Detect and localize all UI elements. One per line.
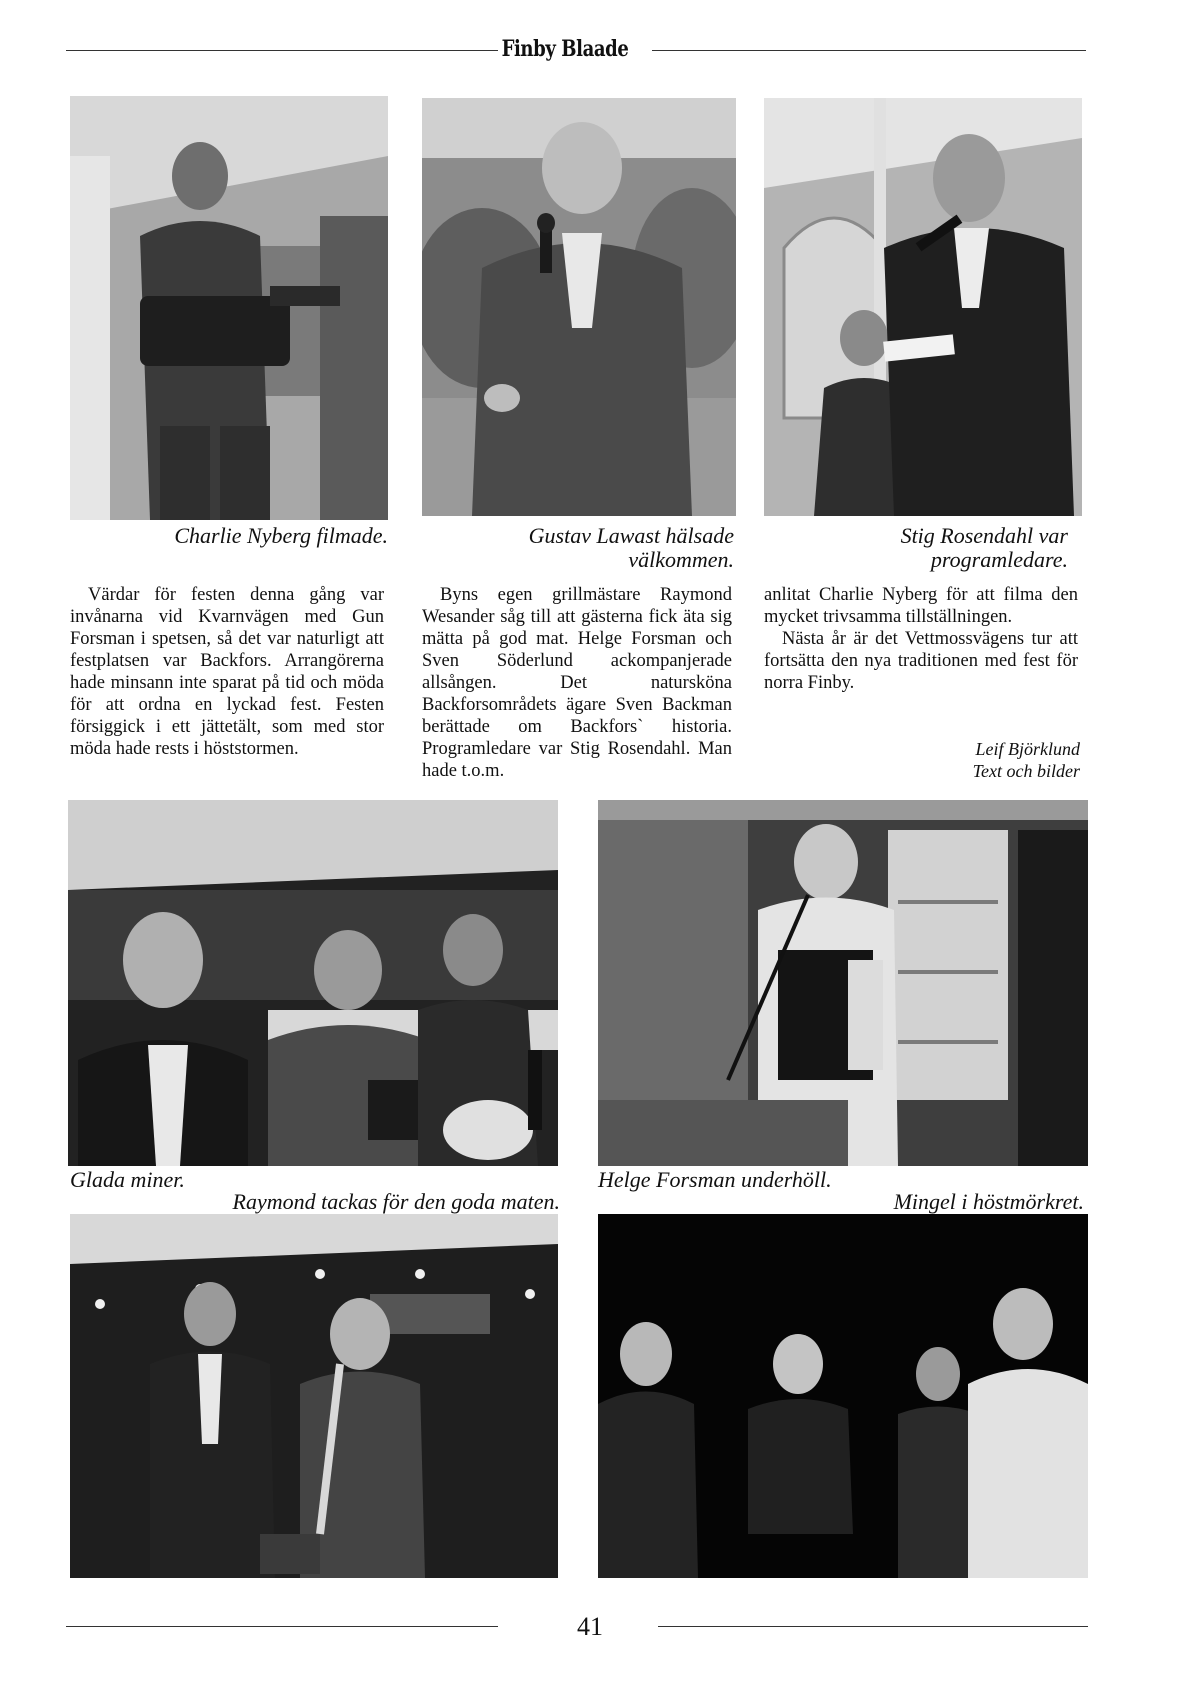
footer-rule-left [66, 1626, 498, 1627]
author-signature [880, 738, 1080, 782]
photo-helge-accordion [598, 800, 1088, 1166]
photo-stig-host [764, 98, 1082, 516]
page-number: 41 [577, 1612, 603, 1641]
article-col1-text: Värdar för festen denna gång var invånarna vid Kvarnvägen med Gun Forsman i spetsen, så det var naturligt att festplatsen var Backfors. Arrangörerna hade minsann inte sparat på tid och möda för att ordna en lyckad fest. Festen försiggick i ett jättetält, som med stor möda hade rests i höststormen. [70, 585, 384, 759]
caption-photo3: Stig Rosendahl var programledare. [900, 523, 1068, 572]
caption-photo4: Glada miner. [70, 1167, 185, 1192]
photo-glada-miner [68, 800, 558, 1166]
photo-charlie-filming [70, 96, 388, 520]
photo-gustav-welcoming [422, 98, 736, 516]
header-rule-left [66, 50, 498, 51]
article-col3-text1: anlitat Charlie Nyberg för att filma den mycket trivsamma tillställningen. [764, 585, 1078, 627]
article-column-3 [764, 584, 1078, 694]
caption-photo5: Raymond tackas för den goda maten. [232, 1189, 560, 1214]
article-col2-text: Byns egen grillmästare Raymond Wesander såg till att gästerna fick äta sig mätta på god mat. Helge Forsman och Sven Söderlund ackompanjerade allsången. Det natursköna Backforsområdets ägare Sven Backman berättade om Backfors` historia. Programledare var Stig Rosendahl. Man hade t.o.m. [422, 585, 732, 781]
photo-raymond-thanked [70, 1214, 558, 1578]
author-name: Leif Björklund [975, 739, 1080, 759]
caption-photo1: Charlie Nyberg filmade. [174, 523, 388, 548]
article-column-2 [422, 584, 732, 782]
author-credit: Text och bilder [972, 761, 1080, 781]
caption-photo6: Helge Forsman underhöll. [598, 1167, 832, 1192]
masthead-title: Finby Blaade [501, 36, 629, 62]
header-rule-right [652, 50, 1086, 51]
footer-rule-right [658, 1626, 1088, 1627]
photo-mingel-dark [598, 1214, 1088, 1578]
article-col3-text2: Nästa år är det Vettmossvägens tur att fortsätta den nya traditionen med fest för norra Finby. [764, 629, 1078, 693]
caption-photo7: Mingel i höstmörkret. [893, 1189, 1084, 1214]
caption-photo2: Gustav Lawast hälsade välkommen. [528, 523, 734, 572]
article-column-1 [70, 584, 384, 760]
